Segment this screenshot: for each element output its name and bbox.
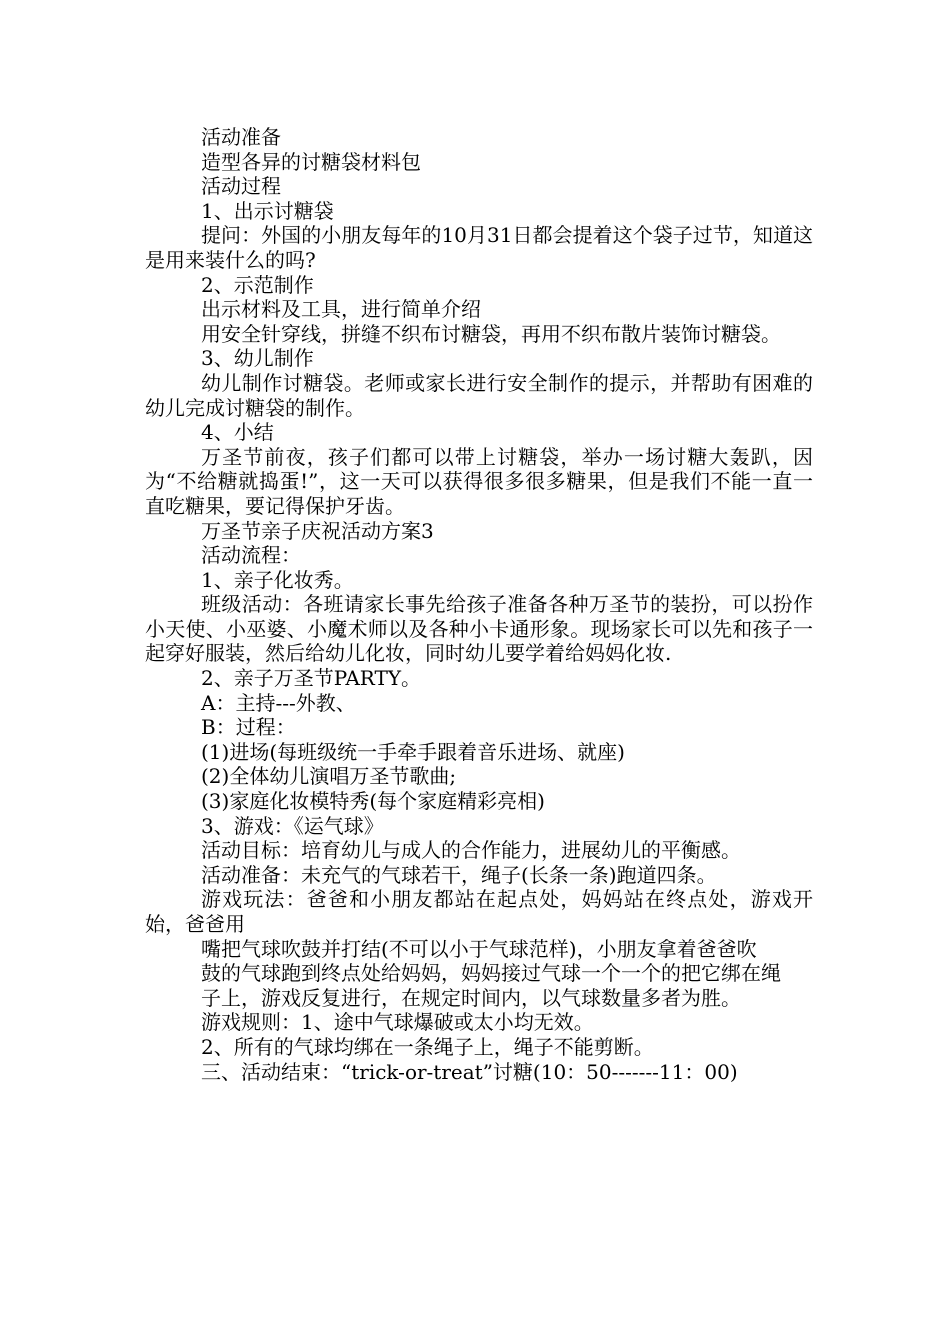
paragraph: 活动流程： — [201, 543, 301, 568]
paragraph: 活动目标：培育幼儿与成人的合作能力，进展幼儿的平衡感。 — [201, 838, 741, 863]
paragraph: 活动准备：未充气的气球若干，绳子(长条一条)跑道四条。 — [201, 862, 717, 887]
paragraph: 幼儿制作讨糖袋。老师或家长进行安全制作的提示，并帮助有困难的幼儿完成讨糖袋的制作。 — [145, 370, 813, 420]
paragraph: A：主持---外教、 — [201, 690, 356, 715]
paragraph: 子上，游戏反复进行，在规定时间内，以气球数量多者为胜。 — [201, 985, 741, 1010]
paragraph: 造型各异的讨糖袋材料包 — [201, 149, 421, 174]
paragraph: 2、亲子万圣节PARTY。 — [201, 666, 422, 691]
paragraph: 游戏规则：1、途中气球爆破或太小均无效。 — [201, 1010, 594, 1035]
paragraph: 鼓的气球跑到终点处给妈妈，妈妈接过气球一个一个的把它绑在绳 — [201, 961, 781, 986]
paragraph: 班级活动：各班请家长事先给孩子准备各种万圣节的装扮，可以扮作小天使、小巫婆、小魔术师以及各种小卡通形象。现场家长可以先和孩子一起穿好服装，然后给幼儿化妆，同时幼儿要学着给妈妈化妆. — [145, 592, 813, 666]
paragraph: 3、游戏：《运气球》 — [201, 813, 384, 838]
paragraph: 2、示范制作 — [201, 272, 314, 297]
paragraph: 2、所有的气球均绑在一条绳子上，绳子不能剪断。 — [201, 1034, 654, 1059]
paragraph: 3、幼儿制作 — [201, 346, 314, 371]
paragraph: 三、活动结束：“trick-or-treat”讨糖(10：50-------11：00) — [201, 1059, 738, 1084]
paragraph: 万圣节亲子庆祝活动方案3 — [201, 518, 434, 543]
document-body — [145, 125, 813, 1084]
paragraph: 1、亲子化妆秀。 — [201, 567, 354, 592]
paragraph: 嘴把气球吹鼓并打结(不可以小于气球范样)，小朋友拿着爸爸吹 — [201, 936, 757, 961]
paragraph: 游戏玩法：爸爸和小朋友都站在起点处，妈妈站在终点处，游戏开始，爸爸用 — [145, 887, 813, 936]
paragraph: B：过程： — [201, 715, 296, 740]
paragraph: 提问：外国的小朋友每年的10月31日都会提着这个袋子过节，知道这是用来装什么的吗? — [145, 223, 813, 272]
paragraph: 1、出示讨糖袋 — [201, 198, 334, 223]
paragraph: 万圣节前夜，孩子们都可以带上讨糖袋，举办一场讨糖大轰趴，因为“不给糖就捣蛋!”，这一天可以获得很多很多糖果，但是我们不能一直一直吃糖果，要记得保护牙齿。 — [145, 444, 813, 518]
paragraph: 出示材料及工具，进行简单介绍 — [201, 297, 481, 322]
paragraph: 活动过程 — [201, 174, 281, 199]
paragraph: (3)家庭化妆模特秀(每个家庭精彩亮相) — [201, 789, 545, 814]
paragraph: 用安全针穿线，拼缝不织布讨糖袋，再用不织布散片装饰讨糖袋。 — [201, 321, 781, 346]
paragraph: (1)进场(每班级统一手牵手跟着音乐进场、就座) — [201, 739, 625, 764]
paragraph: (2)全体幼儿演唱万圣节歌曲; — [201, 764, 457, 789]
paragraph: 4、小结 — [201, 420, 274, 445]
paragraph: 活动准备 — [201, 125, 281, 149]
